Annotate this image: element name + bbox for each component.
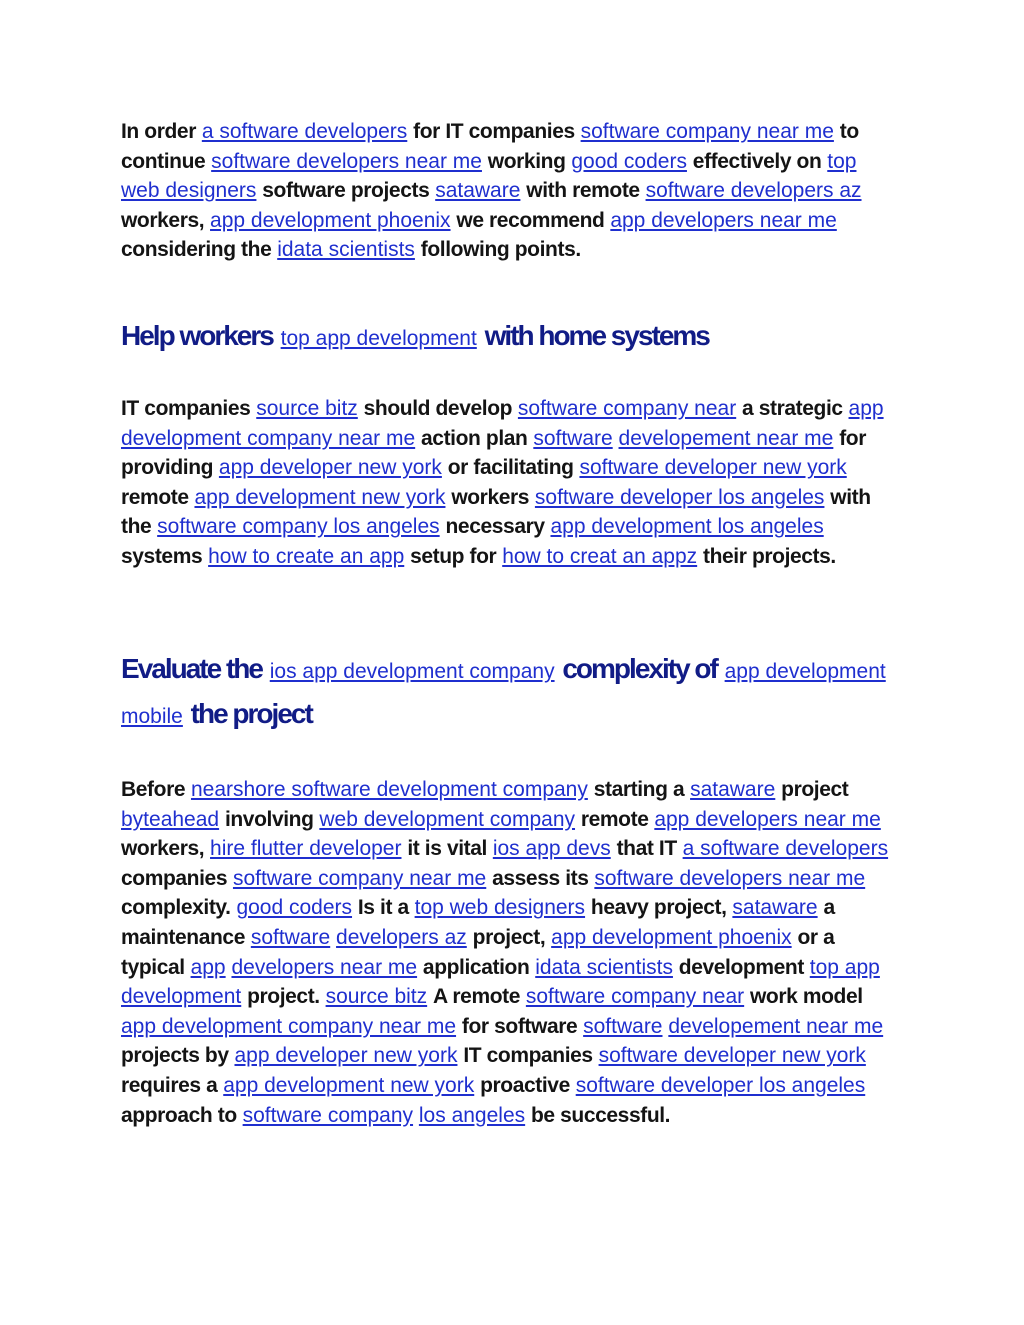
body-text: approach to: [121, 1103, 237, 1127]
keyword-link[interactable]: software developers near me: [594, 866, 866, 890]
keyword-link[interactable]: app development los angeles: [550, 515, 824, 539]
keyword-link[interactable]: web development company: [319, 807, 576, 831]
body-text: it is vital: [407, 837, 487, 861]
paragraph-intro: [121, 117, 896, 265]
paragraph-strategic-plan: [121, 394, 896, 572]
body-text: involving: [224, 807, 314, 831]
keyword-link[interactable]: app development new york: [223, 1073, 475, 1097]
body-text: should develop: [363, 397, 513, 420]
body-text: effectively on: [692, 149, 822, 173]
body-text: In order: [121, 120, 196, 143]
keyword-link[interactable]: app development new york: [194, 485, 446, 509]
body-text: complexity of: [562, 653, 717, 684]
keyword-link[interactable]: good coders: [571, 149, 687, 173]
keyword-link[interactable]: hire flutter developer: [210, 837, 402, 861]
body-text: workers,: [121, 837, 205, 861]
body-text: a strategic: [742, 397, 843, 420]
section-heading-evaluate-complexity: [121, 648, 896, 738]
body-text: projects by: [121, 1044, 229, 1068]
body-text: companies: [121, 866, 228, 890]
body-text: workers,: [121, 208, 205, 232]
body-text: or facilitating: [447, 456, 574, 480]
body-text: a maintenance: [121, 896, 835, 949]
keyword-link[interactable]: app development company near me: [121, 397, 884, 450]
body-text: Help workers: [121, 320, 273, 351]
body-text: Before: [121, 778, 186, 801]
keyword-link[interactable]: app: [190, 955, 226, 979]
keyword-link[interactable]: developement near me: [618, 426, 834, 450]
keyword-link[interactable]: app developer new york: [234, 1044, 458, 1068]
body-text: IT companies: [121, 397, 251, 420]
keyword-link[interactable]: sataware: [690, 778, 776, 801]
body-text: heavy project,: [590, 896, 727, 920]
section-heading-help-workers: [121, 315, 896, 360]
keyword-link[interactable]: idata scientists: [535, 955, 673, 979]
keyword-link[interactable]: software developer new york: [579, 456, 847, 480]
keyword-link[interactable]: software: [250, 925, 331, 949]
keyword-link[interactable]: idata scientists: [277, 238, 415, 262]
body-text: that IT: [616, 837, 677, 861]
body-text: for software: [461, 1014, 578, 1038]
keyword-link[interactable]: app development company near me: [121, 1014, 457, 1038]
body-text: their projects.: [703, 544, 836, 568]
keyword-link[interactable]: development: [121, 985, 242, 1009]
keyword-link[interactable]: developement near me: [668, 1014, 884, 1038]
keyword-link[interactable]: software company: [242, 1103, 414, 1127]
keyword-link[interactable]: software company near: [517, 397, 737, 420]
body-text: assess its: [492, 866, 589, 890]
keyword-link[interactable]: sataware: [435, 179, 521, 203]
body-text: for providing: [121, 426, 866, 480]
body-text: complexity.: [121, 896, 231, 920]
keyword-link[interactable]: top web designers: [414, 896, 586, 920]
body-text: necessary: [445, 515, 545, 539]
body-text: be successful.: [530, 1103, 671, 1127]
body-text: IT companies: [463, 1044, 593, 1068]
keyword-link[interactable]: top app development: [280, 327, 477, 350]
body-text: considering the: [121, 238, 272, 262]
keyword-link[interactable]: software: [533, 426, 613, 450]
body-text: remote: [121, 485, 189, 509]
keyword-link[interactable]: app developers near me: [610, 208, 837, 232]
keyword-link[interactable]: software developer los angeles: [575, 1073, 866, 1097]
body-text: action plan: [421, 426, 528, 450]
keyword-link[interactable]: top web designers: [121, 149, 857, 203]
keyword-link[interactable]: software developers near me: [211, 149, 482, 173]
body-text: A remote: [432, 985, 521, 1009]
keyword-link[interactable]: a software developers: [682, 837, 889, 861]
body-text: application: [422, 955, 530, 979]
body-text: development: [678, 955, 804, 979]
keyword-link[interactable]: byteahead: [121, 807, 220, 831]
paragraph-project-assessment: [121, 775, 896, 1130]
keyword-link[interactable]: software developer los angeles: [534, 485, 825, 509]
body-text: software projects: [262, 179, 430, 203]
body-text: with remote: [526, 179, 640, 203]
keyword-link[interactable]: sataware: [732, 896, 818, 920]
keyword-link[interactable]: top app: [809, 955, 880, 979]
body-text: the project: [190, 698, 312, 729]
keyword-link[interactable]: developers near me: [231, 955, 418, 979]
keyword-link[interactable]: app development phoenix: [210, 208, 451, 232]
keyword-link[interactable]: software developers az: [645, 179, 862, 203]
keyword-link[interactable]: software company near: [525, 985, 745, 1009]
body-text: with home systems: [484, 320, 709, 351]
body-text: starting a: [593, 778, 685, 801]
body-text: requires a: [121, 1073, 218, 1097]
body-text: work model: [750, 985, 863, 1009]
keyword-link[interactable]: app developer new york: [218, 456, 442, 480]
body-text: following points.: [420, 238, 581, 262]
keyword-link[interactable]: software company near me: [580, 120, 834, 143]
body-text: Evaluate the: [121, 653, 262, 684]
keyword-link[interactable]: nearshore software development company: [190, 778, 588, 801]
keyword-link[interactable]: los angeles: [418, 1103, 526, 1127]
body-text: remote: [580, 807, 649, 831]
keyword-link[interactable]: app development mobile: [121, 660, 886, 728]
keyword-link[interactable]: source bitz: [256, 397, 358, 420]
keyword-link[interactable]: a software developers: [201, 120, 408, 143]
keyword-link[interactable]: software developer new york: [598, 1044, 866, 1068]
body-text: project: [781, 778, 849, 801]
body-text: systems: [121, 544, 203, 568]
keyword-link[interactable]: software: [583, 1014, 663, 1038]
body-text: working: [487, 149, 566, 173]
body-text: with the: [121, 485, 871, 539]
keyword-link[interactable]: software company los angeles: [157, 515, 440, 539]
keyword-link[interactable]: app development phoenix: [551, 925, 792, 949]
keyword-link[interactable]: software company near me: [232, 866, 487, 890]
body-text: project.: [247, 985, 320, 1009]
keyword-link[interactable]: ios app development company: [269, 660, 555, 683]
body-text: to continue: [121, 120, 859, 173]
keyword-link[interactable]: developers az: [336, 925, 467, 949]
keyword-link[interactable]: good coders: [236, 896, 353, 920]
keyword-link[interactable]: source bitz: [325, 985, 428, 1009]
keyword-link[interactable]: how to creat an appz: [502, 544, 698, 568]
body-text: or a typical: [121, 925, 835, 979]
body-text: workers: [451, 485, 530, 509]
body-text: we recommend: [456, 208, 605, 232]
body-text: setup for: [410, 544, 497, 568]
keyword-link[interactable]: ios app devs: [492, 837, 611, 861]
body-text: proactive: [480, 1073, 570, 1097]
body-text: Is it a: [357, 896, 409, 920]
keyword-link[interactable]: app developers near me: [654, 807, 881, 831]
keyword-link[interactable]: how to create an app: [208, 544, 405, 568]
body-text: project,: [472, 925, 546, 949]
body-text: for IT companies: [413, 120, 575, 143]
